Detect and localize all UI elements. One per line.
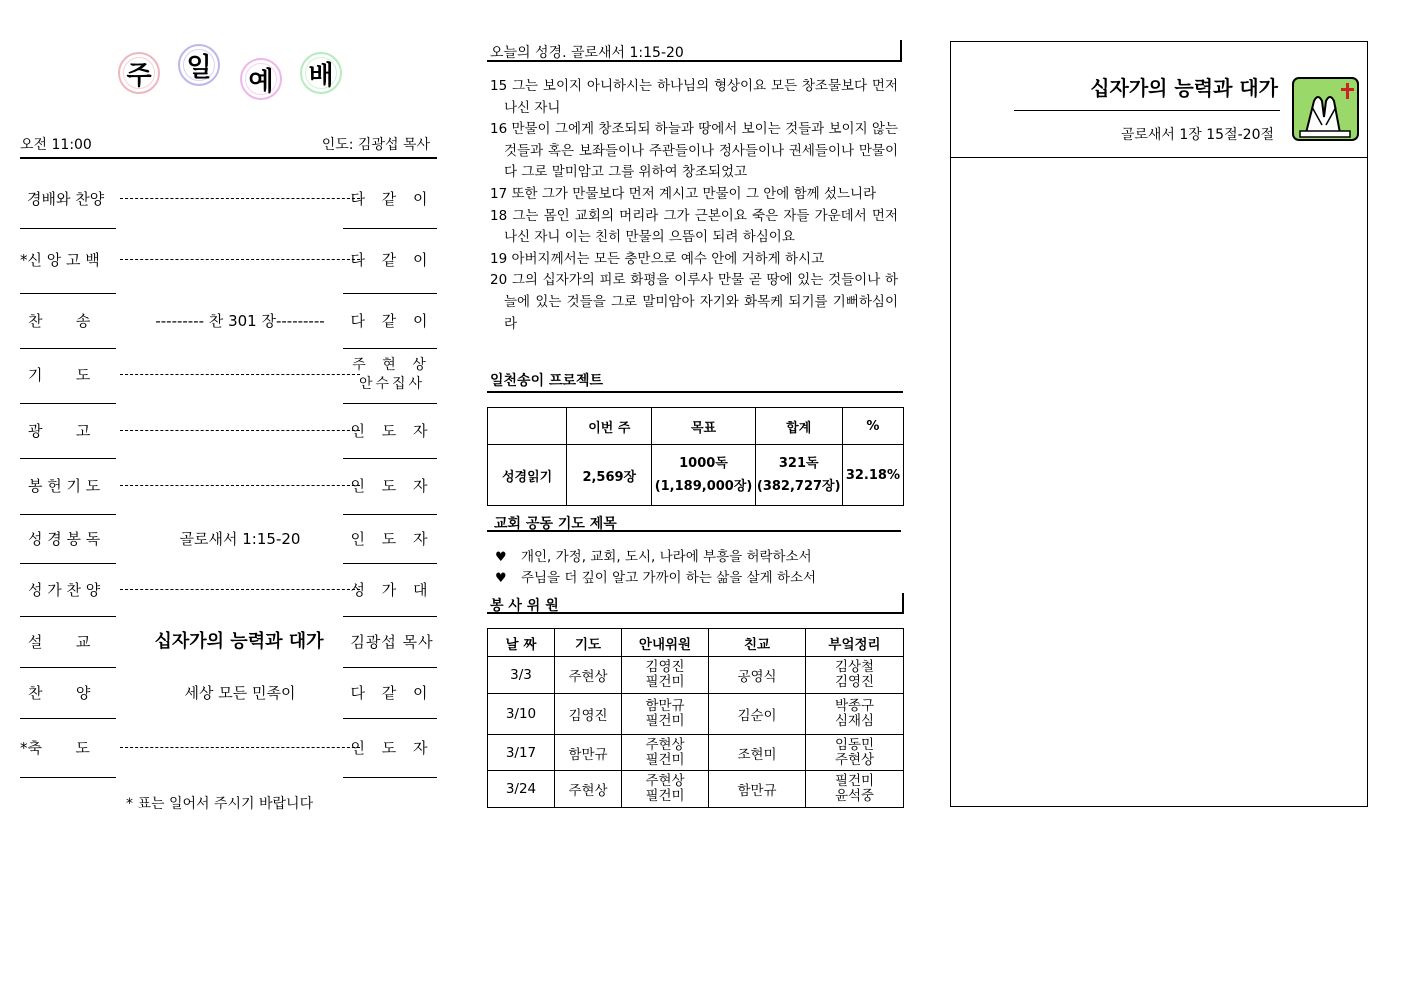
verse: 18 그는 몸인 교회의 머리라 그가 근본이요 죽은 자들 가운데서 먼저 나신 자니 이는 친히 만물의 으뜸이 되려 하심이요 — [490, 207, 898, 246]
table-header-cell: 친교 — [709, 629, 806, 657]
sermon-title-order: 십자가의 능력과 대가 — [154, 631, 324, 652]
order-item-who: 다 같 이 — [350, 190, 434, 208]
kitchen-name: 김영진 — [834, 674, 875, 690]
table-header-cell: 기도 — [555, 629, 622, 657]
guide-cell — [622, 694, 709, 735]
standing-footnote: * 표는 일어서 주시기 바랍니다 — [126, 796, 314, 812]
project-heading-rule — [487, 391, 903, 393]
guide-cell — [622, 735, 709, 771]
row-rule — [343, 616, 437, 617]
row-rule — [20, 563, 116, 564]
table-header-cell: 목표 — [652, 408, 755, 445]
service-leader: 인도: 김광섭 목사 — [321, 137, 430, 153]
this-week-value: 2,569장 — [567, 445, 652, 506]
guide-cell — [622, 771, 709, 808]
sermon-notes-box — [950, 41, 1368, 807]
fellowship-cell: 함만규 — [709, 771, 806, 808]
dotted-leader — [120, 747, 360, 748]
row-rule — [20, 228, 116, 229]
kitchen-name: 박종구 — [834, 698, 875, 714]
row-rule — [20, 777, 116, 778]
percent-value: 32.18% — [842, 445, 903, 506]
table-header-cell: 합계 — [755, 408, 842, 445]
volunteers-heading: 봉 사 위 원 — [490, 598, 559, 614]
total-line2: (382,727장) — [756, 479, 841, 494]
order-item-name: *신 앙 고 백 — [20, 251, 100, 269]
order-item-detail: --------- 찬 301 장--------- — [155, 312, 325, 330]
verse: 19 아버지께서는 모든 충만으로 예수 안에 거하게 하시고 — [490, 250, 825, 267]
fellowship-cell: 조현미 — [709, 735, 806, 771]
table-row — [488, 694, 904, 735]
goal-line1: 1000독 — [679, 456, 728, 471]
verse: 17 또한 그가 만물보다 먼저 계시고 만물이 그 안에 함께 섰느니라 — [490, 185, 877, 202]
order-item-who: 인 도 자 — [350, 422, 434, 440]
kitchen-cell — [806, 735, 904, 771]
order-row — [20, 466, 438, 506]
sermon-title-rule — [1014, 110, 1280, 111]
prayer-heading: 교회 공동 기도 제목 — [494, 516, 617, 532]
order-item-name: 성 경 봉 독 — [28, 530, 101, 548]
service-time: 오전 11:00 — [20, 137, 92, 153]
dotted-leader — [120, 589, 360, 590]
prayer-cell: 주현상 — [555, 657, 622, 694]
scripture-heading: 오늘의 성경. 골로새서 1:15-20 — [490, 45, 684, 61]
order-item-who: 다 같 이 — [350, 251, 434, 269]
row-rule — [343, 563, 437, 564]
prayer-item — [495, 545, 812, 565]
row-rule — [343, 458, 437, 459]
dotted-leader — [120, 259, 360, 260]
order-item-name: 기 도 — [28, 366, 91, 384]
order-item-who-line1: 주 현 상 — [352, 357, 432, 373]
verse: 20 그의 십자가의 피로 화평을 이루사 만물 곧 땅에 있는 것들이나 하늘에 있는 것들을 그로 말미암아 자기와 화목케 되기를 기뻐하심이라 — [490, 272, 898, 332]
fellowship-cell: 김순이 — [709, 694, 806, 735]
table-row — [488, 771, 904, 808]
order-item-who: 다 같 이 — [350, 312, 434, 330]
order-row — [20, 622, 438, 662]
kitchen-name: 임동민 — [834, 736, 875, 753]
order-item-name: 설 교 — [28, 633, 91, 651]
kitchen-name: 주현상 — [834, 751, 875, 768]
prayer-heading-rule — [487, 530, 901, 532]
dotted-leader — [120, 485, 360, 486]
heart-icon: ♥ — [495, 550, 507, 565]
goal-line2: (1,189,000장) — [654, 479, 753, 494]
order-item-detail: 세상 모든 민족이 — [184, 684, 296, 702]
table-row — [488, 445, 904, 506]
volunteers-table — [487, 628, 904, 808]
row-rule — [20, 348, 116, 349]
prayer-cell: 주현상 — [555, 771, 622, 808]
row-rule — [343, 228, 437, 229]
order-item-name: 찬 송 — [28, 312, 91, 330]
prayer-cell: 함만규 — [555, 735, 622, 771]
order-row — [20, 301, 438, 341]
order-row — [20, 519, 438, 559]
guide-name: 김영진 — [645, 659, 685, 675]
kitchen-name: 윤석중 — [834, 788, 875, 804]
row-rule — [343, 514, 437, 515]
order-item-who-line2: 안수집사 — [358, 376, 426, 392]
guide-cell — [622, 657, 709, 694]
row-rule — [343, 718, 437, 719]
verse: 15 그는 보이지 아니하시는 하나님의 형상이요 모든 창조물보다 먼저 나신 자니 — [490, 78, 898, 116]
dotted-leader — [120, 374, 360, 375]
table-header-cell: 안내위원 — [622, 629, 709, 657]
kitchen-name: 심재심 — [834, 713, 875, 729]
row-rule — [20, 667, 116, 668]
title-char-1: 주 — [118, 52, 160, 94]
project-heading: 일천송이 프로젝트 — [490, 373, 604, 389]
row-rule — [20, 403, 116, 404]
date-cell: 3/24 — [488, 771, 555, 808]
guide-name: 주현상 — [645, 736, 685, 753]
order-item-name: 봉 헌 기 도 — [28, 477, 101, 495]
order-item-detail: 골로새서 1:15-20 — [179, 530, 301, 548]
order-row — [20, 240, 438, 280]
bible-reading-table — [487, 407, 904, 506]
scripture-heading-rule — [487, 60, 901, 62]
sermon-header-rule — [950, 157, 1368, 158]
guide-name: 필건미 — [645, 788, 685, 804]
row-rule — [343, 293, 437, 294]
order-row — [20, 355, 438, 395]
order-item-name: *축 도 — [20, 739, 90, 757]
order-row — [20, 570, 438, 610]
order-item-name: 성 가 찬 양 — [28, 581, 101, 599]
order-item-who: 다 같 이 — [350, 684, 434, 702]
goal-value — [652, 445, 755, 506]
table-header-cell: % — [842, 408, 903, 445]
total-value — [755, 445, 842, 506]
order-row — [20, 728, 438, 768]
praying-hands-graphic — [1292, 77, 1359, 141]
table-header-cell: 부엌정리 — [806, 629, 904, 657]
volunteers-heading-tick — [902, 593, 904, 614]
title-char-4: 배 — [300, 52, 342, 94]
prayer-item — [495, 566, 816, 586]
order-item-who: 김광섭 목사 — [350, 633, 434, 651]
dotted-leader — [120, 198, 360, 199]
fellowship-cell: 공영식 — [709, 657, 806, 694]
title-char-3: 예 — [240, 58, 282, 100]
order-item-who — [348, 355, 436, 396]
order-item-who: 성 가 대 — [350, 581, 434, 599]
prayer-item-text: 주님을 더 깊이 알고 가까이 하는 삶을 살게 하소서 — [520, 570, 817, 586]
order-row — [20, 411, 438, 451]
row-rule — [20, 616, 116, 617]
volunteers-heading-rule — [487, 612, 903, 614]
table-row — [488, 735, 904, 771]
dotted-leader — [120, 430, 360, 431]
row-rule — [20, 514, 116, 515]
order-row — [20, 179, 438, 219]
kitchen-cell — [806, 694, 904, 735]
row-rule — [20, 293, 116, 294]
row-rule — [20, 458, 116, 459]
verse: 16 만물이 그에게 창조되되 하늘과 땅에서 보이는 것들과 보이지 않는 것들과 혹은 보좌들이나 주관들이나 정사들이나 권세들이나 만물이 다 그로 말미암고 그를 위하여 창조되었고 — [490, 121, 898, 181]
kitchen-name: 김상철 — [834, 659, 875, 675]
row-rule — [20, 718, 116, 719]
date-cell: 3/3 — [488, 657, 555, 694]
sermon-reference: 골로새서 1장 15절-20절 — [1120, 127, 1274, 143]
table-row — [488, 657, 904, 694]
header-rule — [20, 157, 437, 159]
date-cell: 3/17 — [488, 735, 555, 771]
kitchen-name: 필건미 — [834, 773, 875, 789]
prayer-item-text: 개인, 가정, 교회, 도시, 나라에 부흥을 허락하소서 — [520, 549, 812, 565]
title-char-2: 일 — [178, 44, 220, 86]
guide-name: 필건미 — [645, 751, 685, 768]
table-header-cell: 날 짜 — [488, 629, 555, 657]
order-row — [20, 673, 438, 713]
heart-icon: ♥ — [495, 571, 507, 586]
table-header-cell — [488, 408, 567, 445]
order-item-who: 인 도 자 — [350, 530, 434, 548]
praying-hands-icon — [1292, 77, 1359, 141]
prayer-cell: 김영진 — [555, 694, 622, 735]
scripture-heading-tick — [900, 40, 902, 62]
total-line1: 321독 — [778, 456, 819, 471]
scripture-verses — [490, 76, 898, 335]
kitchen-cell — [806, 771, 904, 808]
row-rule — [343, 348, 437, 349]
table-header-cell: 이번 주 — [567, 408, 652, 445]
order-item-who: 인 도 자 — [350, 477, 434, 495]
order-item-name: 경배와 찬양 — [27, 190, 105, 208]
guide-name: 주현상 — [645, 773, 685, 789]
date-cell: 3/10 — [488, 694, 555, 735]
row-label: 성경읽기 — [488, 445, 567, 506]
kitchen-cell — [806, 657, 904, 694]
order-item-name: 광 고 — [28, 422, 91, 440]
row-rule — [343, 777, 437, 778]
order-item-name: 찬 양 — [28, 684, 91, 702]
sermon-title: 십자가의 능력과 대가 — [1090, 76, 1278, 100]
order-item-who: 인 도 자 — [350, 739, 434, 757]
row-rule — [343, 667, 437, 668]
row-rule — [343, 403, 437, 404]
guide-name: 필건미 — [645, 713, 685, 729]
guide-name: 필건미 — [645, 674, 685, 690]
guide-name: 함만규 — [645, 698, 685, 714]
